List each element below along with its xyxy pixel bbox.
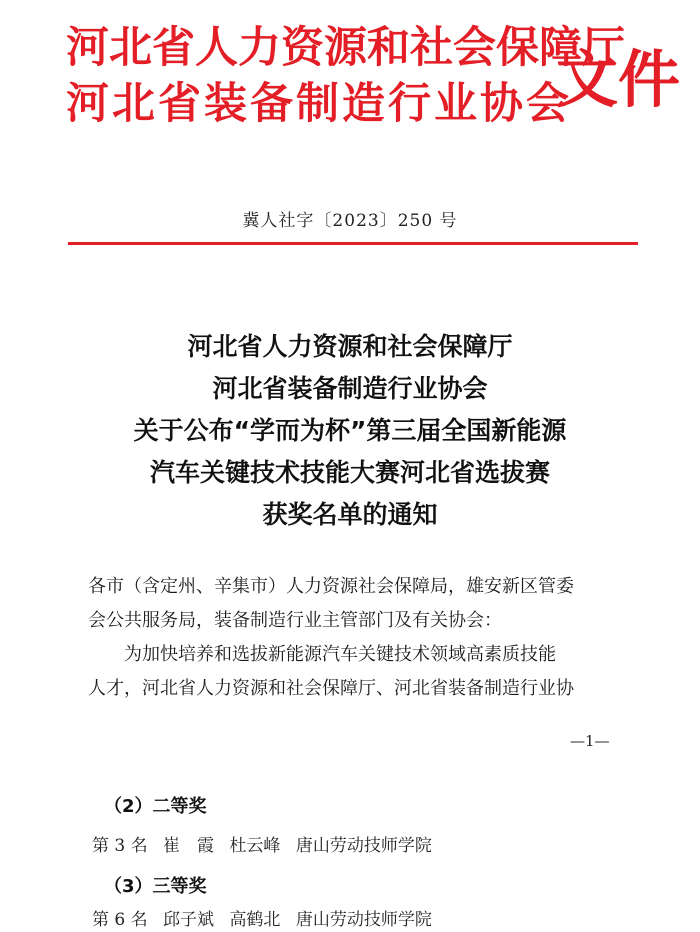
title-line-4: 汽车关键技术技能大赛河北省选拔赛 [149, 458, 550, 487]
issuer-name-hrss: 河北省人力资源和社会保障厅 [66, 23, 625, 73]
winner-school: 唐山劳动技师学院 [295, 836, 432, 856]
title-line-5: 获奖名单的通知 [262, 500, 438, 529]
paragraph-line-1: 为加快培养和选拔新能源汽车关键技术领域高素质技能 [124, 644, 556, 665]
winner-name: 高鹤北 [229, 910, 281, 930]
addressee-line-1: 各市（含定州、辛集市）人力资源社会保障局，雄安新区管委 [88, 576, 574, 597]
title-line-2: 河北省装备制造行业协会 [212, 374, 488, 403]
winner-rank: 第 6 名 [92, 910, 148, 930]
winner-row [92, 831, 442, 856]
issuer-name-equipment-association: 河北省装备制造行业协会 [66, 79, 572, 129]
title-line-3: 关于公布“学而为杯”第三届全国新能源 [133, 416, 567, 445]
document-type-label: 文件 [556, 43, 681, 116]
winner-row [92, 905, 442, 930]
winner-rank: 第 3 名 [92, 836, 148, 856]
winner-name: 崔 霞 [163, 836, 215, 856]
winner-name: 邱子斌 [163, 910, 215, 930]
title-line-1: 河北省人力资源和社会保障厅 [187, 332, 513, 361]
header-red-divider [68, 242, 638, 245]
paragraph-line-2: 人才，河北省人力资源和社会保障厅、河北省装备制造行业协 [88, 678, 574, 699]
document-number: 冀人社字〔2023〕250 号 [242, 211, 458, 231]
notice-title [0, 326, 700, 536]
notice-body [88, 570, 628, 706]
award-heading-second-prize: （2）二等奖 [104, 796, 207, 817]
addressee-line-2: 会公共服务局，装备制造行业主管部门及有关协会： [88, 610, 502, 631]
page-number: —1— [570, 732, 610, 750]
winner-name: 杜云峰 [229, 836, 281, 856]
award-heading-third-prize: （3）三等奖 [104, 876, 207, 897]
winner-school: 唐山劳动技师学院 [295, 910, 432, 930]
